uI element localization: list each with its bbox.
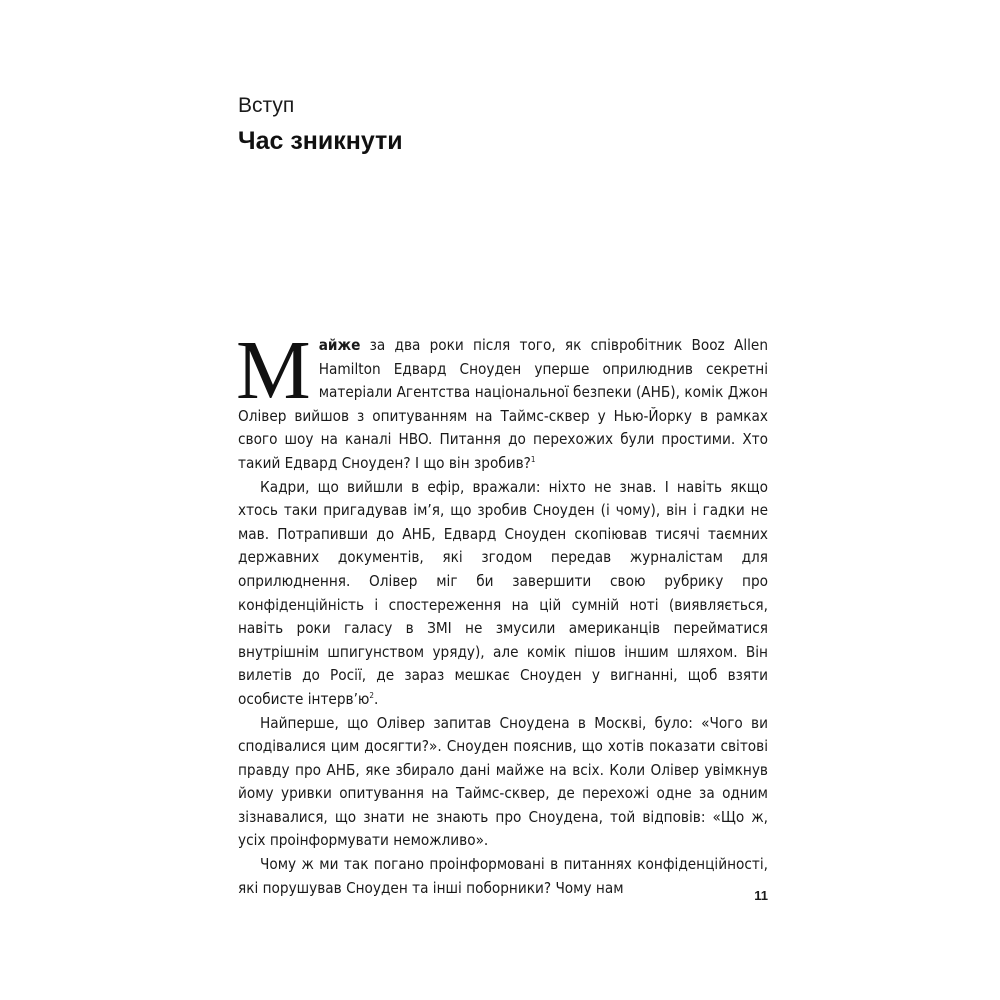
drop-cap: М: [236, 324, 311, 417]
body-text: [236, 324, 768, 900]
footnote-marker-1[interactable]: 1: [530, 454, 536, 464]
paragraph-3: [238, 712, 768, 854]
footnote-marker-2[interactable]: 2: [369, 690, 374, 700]
paragraph-3-text: Найперше, що Олівер запитав Сноудена в Москві, було: «Чого ви сподівалися цим досягти?». Сноуден пояснив, що хотів показати світові правду про АНБ, яке збирало дані майже на всіх. Коли Олівер увімкнув йому уривки опитування на Таймс-сквер, де перехожі одне за одним зізнавалися, що знати не знають про Сноудена, той відповів: «Що ж, усіх проінформувати неможливо».: [238, 713, 768, 850]
page-number: 11: [754, 888, 768, 903]
book-page: [238, 92, 768, 922]
chapter-title: Час зникнути: [238, 127, 403, 155]
paragraph-1: [236, 324, 768, 476]
paragraph-2: Кадри, що вийшли в ефір, вражали: ніхто не знав. І навіть якщо хтось таки пригадував ім’я, що зробив Сноуден (і чому), він і гадки не мав. Потрапивши до АНБ, Едвард Сноуден скопіював тисячі таємних державних документів, які згодом передав журналістам для оприлюднення. Олівер міг би завершити свою рубрику про конфіденційність і спостереження на цій сумній ноті (виявляється, навіть роки галасу в ЗМІ не змусили американців перейматися внутрішнім шпигунством уряду), але комік пішов іншим шляхом. Він вилетів до Росії, де зараз мешкає Сноуден у вигнанні, щоб взяти особисте інтерв’ю$^2$.: [238, 477, 768, 708]
paragraph-4-text: Чому ж ми так погано проінформовані в питаннях конфіденційності, які порушував Сноуден та інші поборники? Чому нам: [238, 855, 768, 897]
paragraph-2-text: Кадри, що вийшли в ефір, вражали: ніхто не знав. І навіть якщо хтось таки пригадував ім’я, що зробив Сноуден (і чому), він і гадки не мав. Потрапивши до АНБ, Едвард Сноуден скопіював тисячі таємних державних документів, які згодом передав журналістам для оприлюднення. Олівер міг би завершити свою рубрику про конфіденційність і спостереження на цій сумній ноті (виявляється, навіть роки галасу в ЗМІ не змусили американців перейматися внутрішнім шпигунством уряду), але комік пішов іншим шляхом. Він вилетів до Росії, де зараз мешкає Сноуден у вигнанні, щоб взяти особисте інтерв’ю: [238, 477, 768, 708]
paragraph-1-text: за два роки після того, як співробітник Booz Allen Hamilton Едвард Сноуден уперше оприлюднив секретні матеріали Агентства національної безпеки (АНБ), комік Джон Олівер вийшов з опитуванням на Таймс-сквер у Нью-Йорку в рамках свого шоу на каналі HBO. Питання до перехожих були простими. Хто такий Едвард Сноуден? І що він зробив?: [238, 336, 768, 472]
section-label: Вступ: [238, 94, 295, 117]
lead-in-bold: айже: [318, 336, 361, 354]
paragraph-4: [238, 853, 768, 900]
